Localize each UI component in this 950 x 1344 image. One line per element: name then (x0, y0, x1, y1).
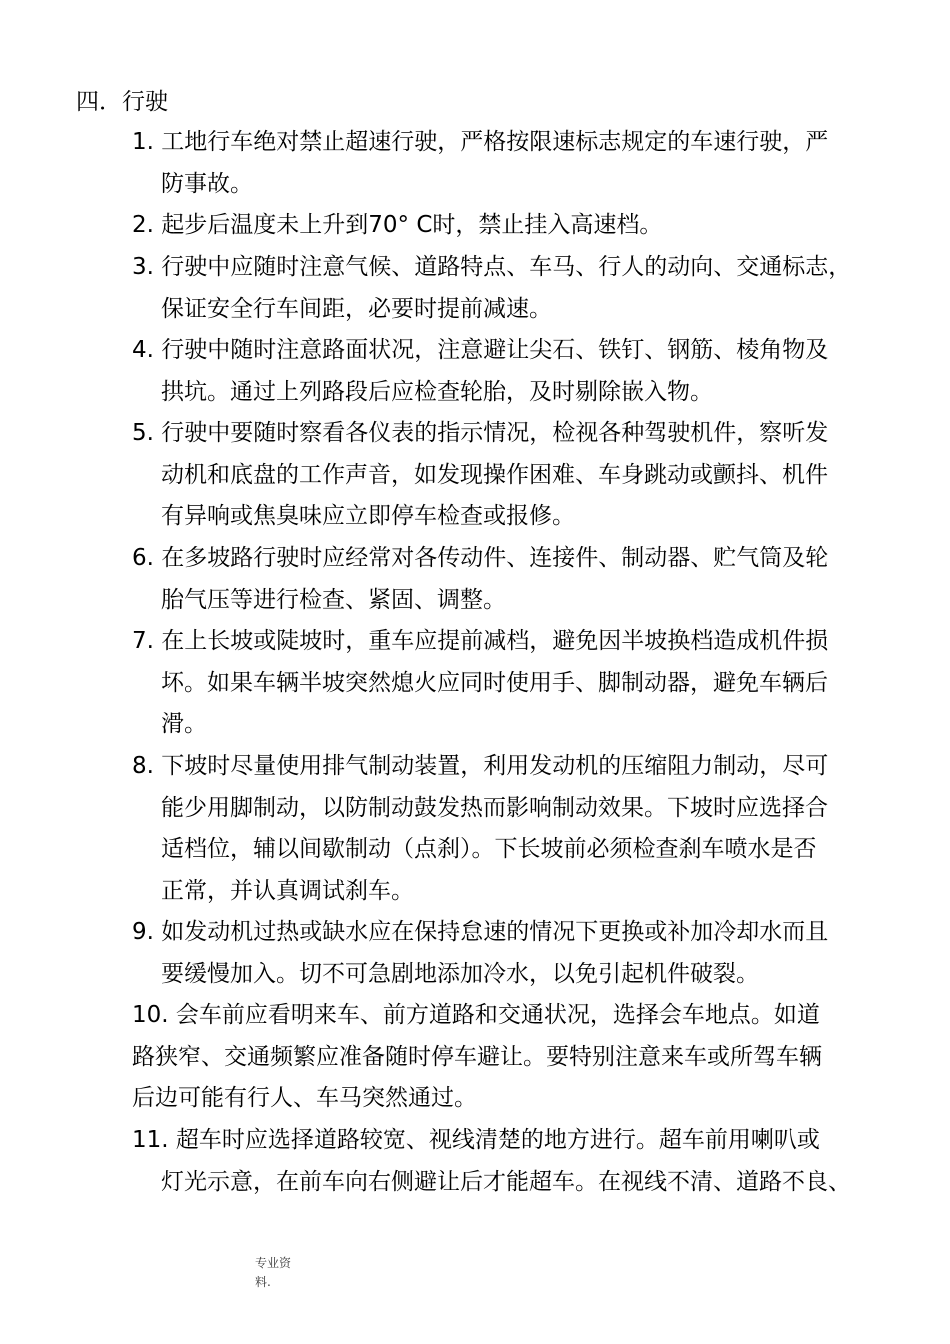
item-text-line: 防事故。 (161, 170, 253, 197)
item-text-line: 后边可能有行人、车马突然通过。 (132, 1085, 477, 1111)
item-text-line: 11. 超车时应选择道路较宽、视线清楚的地方进行。超车前用喇叭或 (132, 1127, 820, 1153)
item-text-line: 7. 在上长坡或陡坡时，重车应提前减档，避免因半坡换档造成机件损 (132, 628, 829, 654)
item-text-line: 10. 会车前应看明来车、前方道路和交通状况，选择会车地点。如道 (132, 1002, 820, 1028)
item-text-line: 8. 下坡时尽量使用排气制动装置，利用发动机的压缩阻力制动，尽可 (132, 753, 829, 779)
item-text-line: 胎气压等进行检查、紧固、调整。 (161, 586, 506, 613)
item-text-line: 适档位，辅以间歇制动（点刹）。下长坡前必须检查刹车喷水是否 (161, 836, 817, 862)
page-footer (255, 1254, 291, 1292)
section-heading: 四．行驶 (76, 89, 168, 115)
list-item-9 (132, 912, 884, 995)
item-text-line: 6. 在多坡路行驶时应经常对各传动件、连接件、制动器、贮气筒及轮 (132, 545, 829, 571)
item-text-line: 正常，并认真调试刹车。 (161, 877, 414, 904)
list-item-11 (132, 1120, 884, 1203)
item-text-line: 要缓慢加入。切不可急剧地添加冷水，以免引起机件破裂。 (161, 960, 759, 987)
item-text-line: 2. 起步后温度未上升到70° C时，禁止挂入高速档。 (132, 212, 663, 238)
item-text-line: 4. 行驶中随时注意路面状况，注意避让尖石、铁钉、钢筋、棱角物及 (132, 337, 829, 363)
item-text-line: 拱坑。通过上列路段后应检查轮胎，及时剔除嵌入物。 (161, 378, 713, 405)
list-item-8 (132, 746, 884, 912)
list-item-1 (132, 122, 884, 205)
item-text-line: 1. 工地行车绝对禁止超速行驶，严格按限速标志规定的车速行驶，严 (132, 129, 829, 155)
item-text-line: 9. 如发动机过热或缺水应在保持怠速的情况下更换或补加冷却水而且 (132, 919, 829, 945)
item-text-line: 保证安全行车间距，必要时提前减速。 (161, 295, 552, 322)
item-text-line: 5. 行驶中要随时察看各仪表的指示情况，检视各种驾驶机件，察听发 (132, 420, 829, 446)
list-item-2 (132, 205, 884, 247)
list-item-6 (132, 538, 884, 621)
item-text-line: 灯光示意，在前车向右侧避让后才能超车。在视线不清、道路不良、 (161, 1168, 851, 1195)
item-text-line: 有异响或焦臭味应立即停车检查或报修。 (161, 503, 575, 529)
list-item-7 (132, 621, 884, 746)
item-text-line: 动机和底盘的工作声音，如发现操作困难、车身跳动或颤抖、机件 (161, 461, 828, 488)
item-text-line: 滑。 (161, 711, 207, 737)
list-item-4 (132, 330, 884, 413)
item-text-line: 3. 行驶中应随时注意气候、道路特点、车马、行人的动向、交通标志， (132, 254, 852, 280)
item-text-line: 能少用脚制动，以防制动鼓发热而影响制动效果。下坡时应选择合 (161, 794, 828, 821)
list-item-10 (132, 995, 884, 1120)
footer-line: 专业资 (255, 1256, 292, 1270)
item-text-line: 路狭窄、交通频繁应准备随时停车避让。要特别注意来车或所驾车辆 (132, 1043, 822, 1070)
item-text-line: 坏。如果车辆半坡突然熄火应同时使用手、脚制动器，避免车辆后 (161, 669, 828, 696)
footer-line: 料. (255, 1275, 271, 1289)
list-item-3 (132, 247, 884, 330)
list-item-5 (132, 413, 884, 538)
